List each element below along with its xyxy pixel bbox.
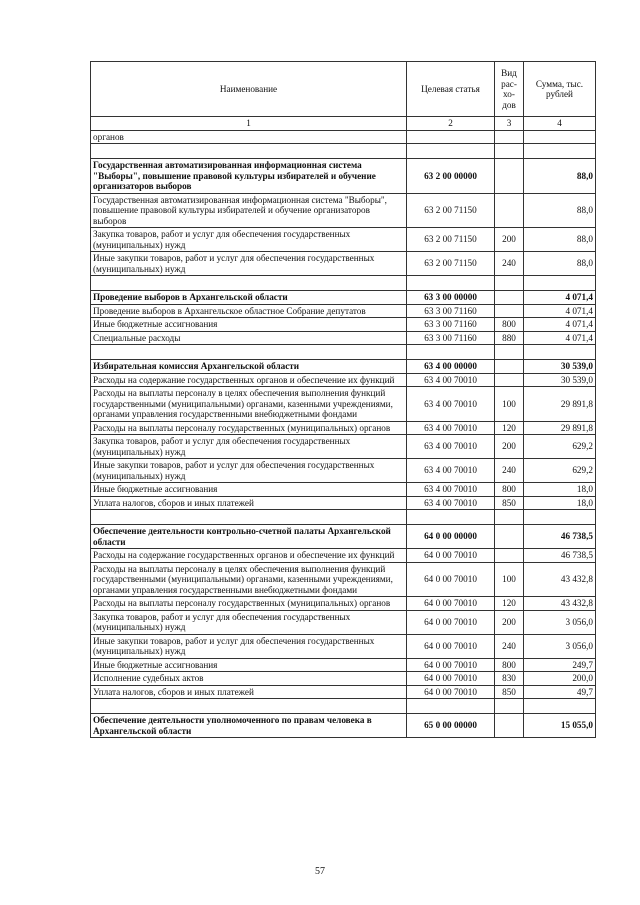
table-row [91, 525, 596, 549]
cell-sum: 30 539,0 [524, 373, 596, 387]
cell-name: Проведение выборов в Архангельской области [91, 291, 407, 305]
cell-sum: 29 891,8 [524, 387, 596, 422]
cell-sum: 3 056,0 [524, 610, 596, 634]
cell-sum: 30 539,0 [524, 360, 596, 374]
cell-code: 63 2 00 71150 [407, 228, 495, 252]
cell-code: 63 2 00 71150 [407, 252, 495, 276]
cell-name: Иные закупки товаров, работ и услуг для обеспечения государственных (муниципальных) нужд [91, 459, 407, 483]
table-body [91, 130, 596, 738]
spacer-row [91, 144, 596, 159]
cell-type [495, 373, 524, 387]
cell-name: Уплата налогов, сборов и иных платежей [91, 685, 407, 699]
table-row [91, 658, 596, 672]
cell-sum [524, 699, 596, 714]
table-row [91, 252, 596, 276]
cell-type [495, 291, 524, 305]
cell-code: 63 3 00 71160 [407, 318, 495, 332]
column-number: 1 [91, 117, 407, 131]
cell-sum [524, 345, 596, 360]
header-name: Наименование [91, 62, 407, 117]
cell-sum: 43 432,8 [524, 597, 596, 611]
column-number: 3 [495, 117, 524, 131]
spacer-row [91, 699, 596, 714]
table-row [91, 421, 596, 435]
cell-name [91, 510, 407, 525]
cell-name: органов [91, 130, 407, 144]
cell-name: Закупка товаров, работ и услуг для обеспечения государственных (муниципальных) нужд [91, 435, 407, 459]
table-header-row [91, 62, 596, 117]
table-row [91, 496, 596, 510]
cell-sum: 4 071,4 [524, 318, 596, 332]
cell-sum: 4 071,4 [524, 304, 596, 318]
cell-sum: 88,0 [524, 193, 596, 228]
cell-code: 64 0 00 70010 [407, 685, 495, 699]
cell-sum: 29 891,8 [524, 421, 596, 435]
cell-code [407, 345, 495, 360]
column-number-row [91, 117, 596, 131]
cell-code: 64 0 00 70010 [407, 610, 495, 634]
cell-sum: 88,0 [524, 252, 596, 276]
cell-type: 830 [495, 672, 524, 686]
cell-name: Уплата налогов, сборов и иных платежей [91, 496, 407, 510]
cell-type [495, 159, 524, 194]
cell-name: Избирательная комиссия Архангельской области [91, 360, 407, 374]
cell-name: Иные закупки товаров, работ и услуг для обеспечения государственных (муниципальных) нужд [91, 252, 407, 276]
table-row [91, 549, 596, 563]
cell-code: 64 0 00 70010 [407, 549, 495, 563]
cell-type: 240 [495, 459, 524, 483]
cell-code: 64 0 00 70010 [407, 634, 495, 658]
table-row [91, 318, 596, 332]
budget-table [90, 61, 596, 738]
cell-code: 63 4 00 70010 [407, 496, 495, 510]
cell-name: Расходы на содержание государственных органов и обеспечение их функций [91, 549, 407, 563]
table-row [91, 387, 596, 422]
cell-sum: 43 432,8 [524, 562, 596, 597]
cell-type: 120 [495, 597, 524, 611]
cell-type [495, 510, 524, 525]
cell-sum: 629,2 [524, 459, 596, 483]
cell-type [495, 304, 524, 318]
table-row [91, 685, 596, 699]
cell-name: Обеспечение деятельности контрольно-счетной палаты Архангельской области [91, 525, 407, 549]
cell-type: 800 [495, 658, 524, 672]
cell-name: Закупка товаров, работ и услуг для обеспечения государственных (муниципальных) нужд [91, 610, 407, 634]
cell-code [407, 510, 495, 525]
cell-sum: 49,7 [524, 685, 596, 699]
header-code: Целевая статья [407, 62, 495, 117]
cell-name [91, 276, 407, 291]
cell-name: Расходы на содержание государственных органов и обеспечение их функций [91, 373, 407, 387]
cell-type: 200 [495, 435, 524, 459]
cell-sum: 4 071,4 [524, 291, 596, 305]
cell-type [495, 699, 524, 714]
cell-sum [524, 276, 596, 291]
cell-type [495, 360, 524, 374]
cell-code: 63 4 00 70010 [407, 459, 495, 483]
cell-sum: 88,0 [524, 228, 596, 252]
cell-name: Проведение выборов в Архангельское областное Собрание депутатов [91, 304, 407, 318]
cell-sum [524, 130, 596, 144]
cell-type [495, 276, 524, 291]
cell-sum: 18,0 [524, 496, 596, 510]
cell-sum: 18,0 [524, 483, 596, 497]
cell-sum: 3 056,0 [524, 634, 596, 658]
table-row [91, 459, 596, 483]
table-row [91, 610, 596, 634]
cell-type: 800 [495, 318, 524, 332]
cell-sum: 88,0 [524, 159, 596, 194]
table-row [91, 360, 596, 374]
cell-name: Расходы на выплаты персоналу государственных (муниципальных) органов [91, 421, 407, 435]
cell-code: 64 0 00 70010 [407, 658, 495, 672]
cell-name: Государственная автоматизированная информационная система "Выборы", повышение правовой культуры избирателей и обучение организаторов выборов [91, 159, 407, 194]
page-number: 57 [315, 866, 325, 877]
cell-name: Расходы на выплаты персоналу в целях обеспечения выполнения функций государственными (муниципальными) органами, казенными учреждениями, органами управления государственными внебюджетными фондами [91, 387, 407, 422]
cell-type: 850 [495, 496, 524, 510]
table-row [91, 634, 596, 658]
cell-name: Государственная автоматизированная информационная система "Выборы", повышение правовой культуры избирателей и обучение организаторов выборов [91, 193, 407, 228]
cell-sum: 46 738,5 [524, 549, 596, 563]
cell-code [407, 276, 495, 291]
cell-name: Расходы на выплаты персоналу государственных (муниципальных) органов [91, 597, 407, 611]
cell-sum: 46 738,5 [524, 525, 596, 549]
cell-sum: 15 055,0 [524, 714, 596, 738]
spacer-row [91, 345, 596, 360]
table-row [91, 483, 596, 497]
cell-code: 63 3 00 71160 [407, 304, 495, 318]
cell-type [495, 345, 524, 360]
cell-sum: 4 071,4 [524, 331, 596, 345]
cell-code [407, 699, 495, 714]
cell-name: Иные бюджетные ассигнования [91, 658, 407, 672]
cell-name: Расходы на выплаты персоналу в целях обеспечения выполнения функций государственными (муниципальными) органами, казенными учреждениями, органами управления государственными внебюджетными фондами [91, 562, 407, 597]
column-number: 2 [407, 117, 495, 131]
table-row [91, 291, 596, 305]
cell-type: 800 [495, 483, 524, 497]
cell-type [495, 130, 524, 144]
cell-code [407, 144, 495, 159]
cell-code: 64 0 00 70010 [407, 597, 495, 611]
table-row [91, 228, 596, 252]
cell-type: 850 [495, 685, 524, 699]
cell-name: Специальные расходы [91, 331, 407, 345]
table-row [91, 597, 596, 611]
cell-code: 63 4 00 70010 [407, 387, 495, 422]
spacer-row [91, 510, 596, 525]
column-number: 4 [524, 117, 596, 131]
cell-code: 63 4 00 70010 [407, 373, 495, 387]
table-row [91, 304, 596, 318]
header-sum: Сумма, тыс. рублей [524, 62, 596, 117]
header-type: Вид рас-хо-дов [495, 62, 524, 117]
cell-code: 64 0 00 00000 [407, 525, 495, 549]
cell-name [91, 144, 407, 159]
cell-type: 200 [495, 610, 524, 634]
cell-name: Обеспечение деятельности уполномоченного по правам человека в Архангельской области [91, 714, 407, 738]
table-row [91, 159, 596, 194]
cell-type: 240 [495, 252, 524, 276]
cell-sum: 629,2 [524, 435, 596, 459]
cell-sum: 249,7 [524, 658, 596, 672]
cell-name: Иные бюджетные ассигнования [91, 318, 407, 332]
cell-sum: 200,0 [524, 672, 596, 686]
cell-type: 240 [495, 634, 524, 658]
table-row [91, 373, 596, 387]
cell-code: 63 4 00 70010 [407, 421, 495, 435]
cell-code: 65 0 00 00000 [407, 714, 495, 738]
cell-name: Иные бюджетные ассигнования [91, 483, 407, 497]
cell-type [495, 193, 524, 228]
table-row [91, 193, 596, 228]
cell-code: 63 4 00 00000 [407, 360, 495, 374]
cell-code: 63 4 00 70010 [407, 483, 495, 497]
cell-type [495, 549, 524, 563]
cell-name: Исполнение судебных актов [91, 672, 407, 686]
cell-code: 63 3 00 00000 [407, 291, 495, 305]
table-row [91, 130, 596, 144]
table-row [91, 562, 596, 597]
cell-type: 100 [495, 562, 524, 597]
cell-name [91, 699, 407, 714]
cell-type [495, 714, 524, 738]
cell-type: 880 [495, 331, 524, 345]
cell-name: Закупка товаров, работ и услуг для обеспечения государственных (муниципальных) нужд [91, 228, 407, 252]
spacer-row [91, 276, 596, 291]
cell-name [91, 345, 407, 360]
table-row [91, 435, 596, 459]
cell-type: 100 [495, 387, 524, 422]
cell-type: 200 [495, 228, 524, 252]
cell-type: 120 [495, 421, 524, 435]
cell-code: 63 2 00 00000 [407, 159, 495, 194]
table-row [91, 714, 596, 738]
cell-code: 64 0 00 70010 [407, 672, 495, 686]
table-row [91, 672, 596, 686]
cell-name: Иные закупки товаров, работ и услуг для обеспечения государственных (муниципальных) нужд [91, 634, 407, 658]
cell-type [495, 144, 524, 159]
cell-code: 64 0 00 70010 [407, 562, 495, 597]
cell-code [407, 130, 495, 144]
cell-code: 63 4 00 70010 [407, 435, 495, 459]
table-row [91, 331, 596, 345]
cell-sum [524, 144, 596, 159]
cell-sum [524, 510, 596, 525]
cell-code: 63 2 00 71150 [407, 193, 495, 228]
cell-code: 63 3 00 71160 [407, 331, 495, 345]
cell-type [495, 525, 524, 549]
